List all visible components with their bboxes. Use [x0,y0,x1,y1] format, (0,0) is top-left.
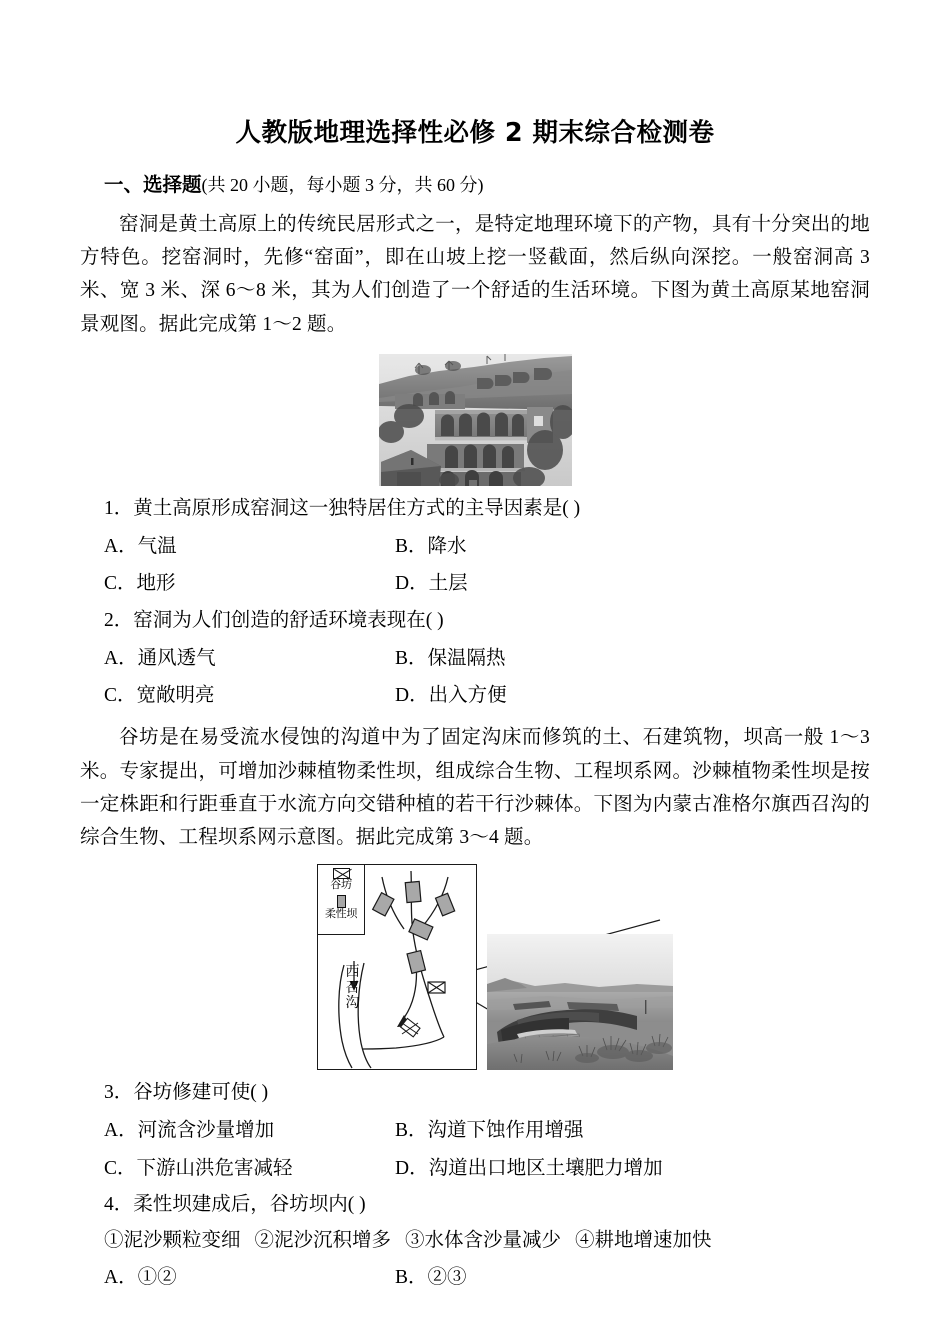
figure-1 [0,341,950,486]
dam-system-schematic [317,864,477,1070]
figure-2-legend [318,865,365,935]
figure-2 [0,858,950,1070]
question-2-stem: 2．窑洞为人们创造的舒适环境表现在( ) [104,609,444,631]
question-2-option-d[interactable]: D．出入方便 [395,685,507,707]
question-3-options-row-1 [0,1107,950,1144]
page-title: 人教版地理选择性必修 2 期末综合检测卷 [235,118,715,148]
section-note: (共 20 小题，每小题 3 分，共 60 分) [201,174,484,195]
question-3-option-d[interactable]: D．沟道出口地区土壤肥力增加 [395,1157,663,1179]
question-4-statement-4: ④耕地增速加快 [575,1230,712,1252]
passage-1-text: 窑洞是黄土高原上的传统民居形式之一，是特定地理环境下的产物，具有十分突出的地方特色。挖窑洞时，先修“窑面”，即在山坡上挖一竖截面，然后纵向深挖。一般窑洞高 3 米、宽 3 米、深 6～8 米，其为人们创造了一个舒适的生活环境。下图为黄土高原某地窑洞景观图。据此完成第 1～2 题。 [80,214,870,335]
section-label: 一、选择题 [104,172,202,196]
question-2-options-row-2 [0,672,950,709]
question-2-option-a[interactable]: A．通风透气 [104,647,216,669]
question-1-option-a[interactable]: A．气温 [104,535,177,557]
gully-name-label: 西召沟 [345,965,360,1012]
question-3-option-b[interactable]: B．沟道下蚀作用增强 [395,1120,584,1142]
question-1-option-d[interactable]: D．土层 [395,573,468,595]
question-3-option-c[interactable]: C．下游山洪危害减轻 [104,1157,293,1179]
question-4-statement-3: ③水体含沙量减少 [405,1230,562,1252]
question-4-stem: 4．柔性坝建成后，谷坊坝内( ) [104,1193,366,1215]
question-3-options-row-2 [0,1145,950,1182]
gufang-legend-icon [333,868,350,879]
gufang-symbol-on-map [428,982,445,993]
passage-2-text: 谷坊是在易受流水侵蚀的沟道中为了固定沟床而修筑的土、石建筑物，坝高一般 1～3 米。专家提出，可增加沙棘植物柔性坝，组成综合生物、工程坝系网。沙棘植物柔性坝是按一定株距和行距垂直于水流方向交错种植的若干行沙棘体。下图为内蒙古准格尔旗西召沟的综合生物、工程坝系网示意图。据此完成第 3～4 题。 [80,727,870,848]
question-2-option-c[interactable]: C．宽敞明亮 [104,685,215,707]
question-1-option-b[interactable]: B．降水 [395,535,467,557]
question-3-option-a[interactable]: A．河流含沙量增加 [104,1120,275,1142]
rouxingba-legend-icon [337,895,346,908]
legend-label-gufang: 谷坊 [330,879,352,891]
question-3-stem: 3．谷坊修建可使( ) [104,1082,269,1103]
yaodong-photo-graphic [379,354,572,486]
gully-photo-graphic [487,934,673,1070]
question-2-option-b[interactable]: B．保温隔热 [395,647,506,669]
question-4-statement-2: ②泥沙沉积增多 [254,1230,392,1252]
question-4-option-a[interactable]: A．①② [104,1267,177,1289]
question-4-statements [0,1219,950,1254]
question-1-options-row-2 [0,560,950,597]
question-1-stem: 1．黄土高原形成窑洞这一独特居住方式的主导因素是( ) [104,497,581,519]
question-1-option-c[interactable]: C．地形 [104,573,176,595]
question-1-options-row-1 [0,523,950,560]
legend-label-rouxingba: 柔性坝 [324,907,358,920]
question-4-option-b[interactable]: B．②③ [395,1267,467,1289]
question-2-options-row-1 [0,635,950,672]
section-heading [0,149,950,196]
gully-field-photo [487,934,673,1070]
question-4-options-row-1 [0,1254,950,1291]
yaodong-landscape-photo [379,354,572,486]
question-4-statement-1: ①泥沙颗粒变细 [104,1230,241,1252]
